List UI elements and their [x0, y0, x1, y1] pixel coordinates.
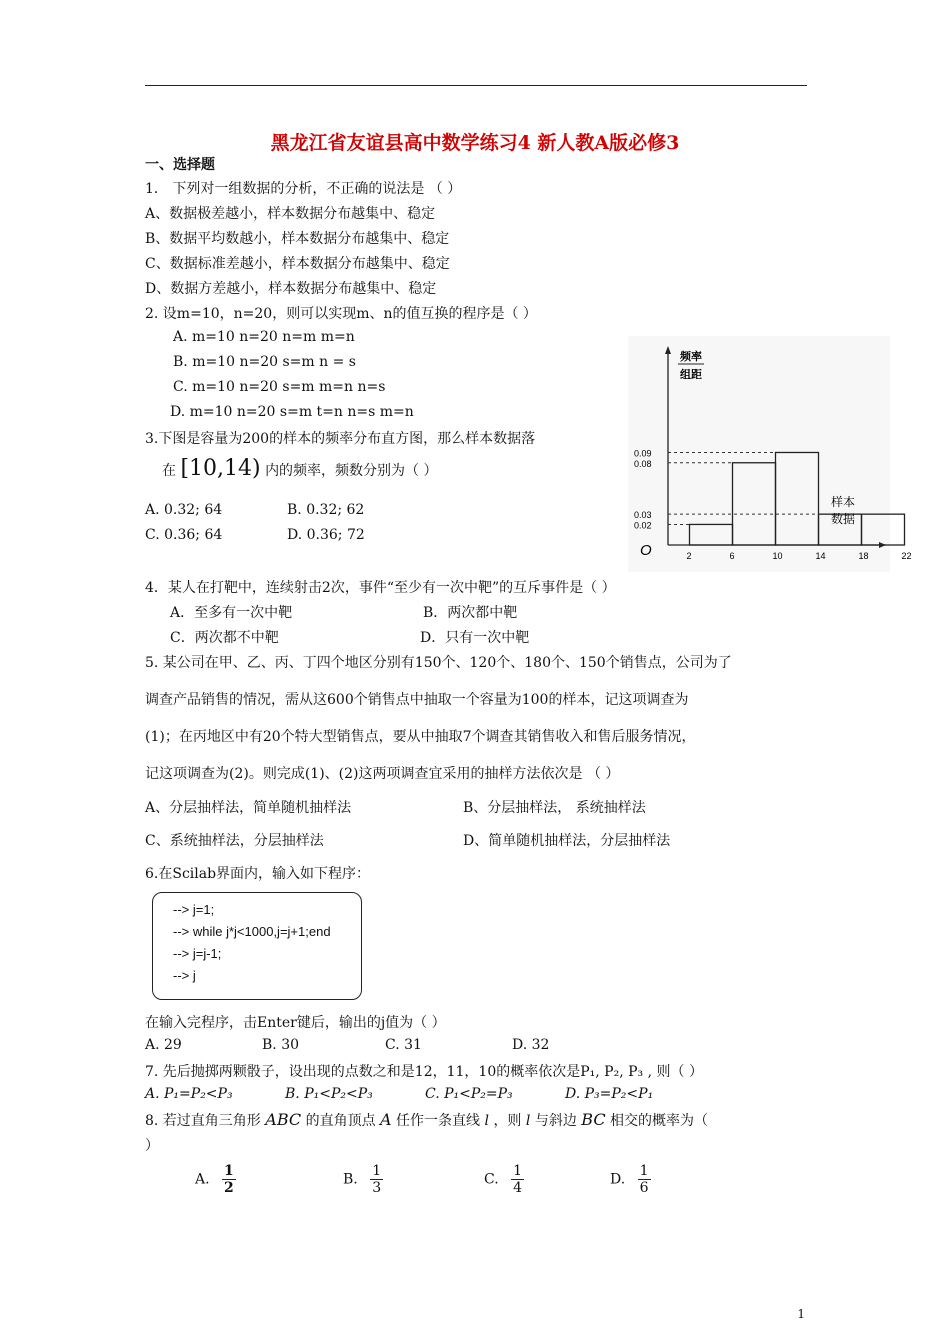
- q8-triangle-abc: ABC: [265, 1110, 302, 1129]
- q7-option-b: B. P₁<P₂<P₃: [285, 1086, 373, 1102]
- q8-option-d-label: D.: [610, 1171, 626, 1188]
- q8-hypotenuse-bc: BC: [581, 1110, 606, 1129]
- q2-option-b: B. m=10 n=20 s=m n = s: [173, 354, 356, 370]
- q4-option-a: A．至多有一次中靶: [170, 605, 293, 621]
- q8-line-l-again: l: [525, 1113, 531, 1129]
- q6-option-a: A. 29: [145, 1037, 182, 1053]
- q8-option-b: [343, 1163, 383, 1196]
- q4-stem: 4．某人在打靶中，连续射击2次，事件“至少有一次中靶”的互斥事件是（ ）: [145, 580, 616, 596]
- q5-line3: (1)；在丙地区中有20个特大型销售点，要从中抽取7个调查其销售收入和售后服务情况，: [145, 729, 696, 745]
- q6-option-b: B. 30: [262, 1037, 300, 1053]
- q8-option-d-numerator: 1: [639, 1163, 649, 1179]
- q7-option-a: A. P₁=P₂<P₃: [145, 1086, 233, 1102]
- q8-stem-part3: 任作一条直线: [396, 1113, 481, 1129]
- y-label-bottom: 组距: [680, 369, 702, 381]
- q5-option-a: A、分层抽样法，简单随机抽样法: [145, 800, 352, 816]
- q1-option-b: B、数据平均数越小，样本数据分布越集中、稳定: [145, 231, 450, 247]
- q8-option-d-denominator: 6: [639, 1180, 649, 1196]
- q5-line2: 调查产品销售的情况，需从这600个销售点中抽取一个容量为100的样本，记这项调查为: [145, 692, 689, 708]
- origin-label: O: [640, 542, 652, 559]
- q8-option-a-denominator: 2: [224, 1180, 234, 1196]
- page-title: 黑龙江省友谊县高中数学练习4 新人教A版必修3: [270, 132, 680, 154]
- q8-vertex-a: A: [380, 1110, 392, 1129]
- q6-option-d: D. 32: [512, 1037, 550, 1053]
- q3-option-b: B. 0.32; 62: [287, 502, 365, 518]
- code-line-4: --> j: [173, 968, 196, 983]
- q4-option-b: B．两次都中靶: [423, 605, 518, 621]
- q7-option-d: D. P₃=P₂<P₁: [565, 1086, 654, 1102]
- q8-option-b-label: B.: [343, 1171, 358, 1188]
- q6-stem: 6.在Scilab界面内，输入如下程序：: [145, 866, 371, 882]
- q8-option-c-denominator: 4: [513, 1180, 523, 1196]
- y-tick-label: 0.08: [634, 458, 652, 469]
- q5-option-c: C、系统抽样法，分层抽样法: [145, 833, 324, 849]
- q8-stem-part2: 的直角顶点: [305, 1113, 376, 1129]
- q5-line1: 5. 某公司在甲、乙、丙、丁四个地区分别有150个、120个、180个、150个销售点，公司为了: [145, 655, 732, 671]
- x-tick-label: 14: [815, 551, 826, 561]
- q6-option-c: C. 31: [385, 1037, 422, 1053]
- q8-stem-part6: 相交的概率为（: [610, 1113, 709, 1129]
- x-tick-label: 6: [729, 551, 735, 561]
- q6-after: 在输入完程序，击Enter键后，输出的j值为（ ）: [145, 1015, 446, 1031]
- q8-stem-part4: ，则: [493, 1113, 522, 1129]
- y-tick-label: 0.02: [634, 520, 652, 531]
- q1-stem: 1． 下列对一组数据的分析，不正确的说法是 （ ）: [145, 181, 462, 197]
- x-tick-label: 18: [858, 551, 869, 561]
- q8-option-a-numerator: 1: [224, 1163, 234, 1179]
- q5-option-b: B、分层抽样法， 系统抽样法: [463, 800, 646, 816]
- q8-stem-part5: 与斜边: [534, 1113, 577, 1129]
- q2-option-a: A. m=10 n=20 n=m m=n: [173, 329, 355, 345]
- code-line-2: --> while j*j<1000,j=j+1;end: [173, 924, 331, 939]
- y-tick-label: 0.09: [634, 448, 652, 459]
- q3-stem-line2-prefix: 在: [162, 463, 176, 479]
- q8-stem: [145, 1110, 708, 1130]
- q2-option-c: C. m=10 n=20 s=m m=n n=s: [173, 379, 386, 395]
- q3-stem-line2: [162, 456, 438, 481]
- q8-option-a-label: A.: [195, 1171, 210, 1188]
- q8-option-a: [195, 1163, 236, 1196]
- q3-option-a: A. 0.32; 64: [145, 502, 223, 518]
- q8-option-b-numerator: 1: [372, 1163, 382, 1179]
- x-tick-label: 22: [901, 551, 912, 561]
- q3-stem-line2-suffix: 内的频率，频数分别为（ ）: [265, 463, 438, 479]
- q1-option-c: C、数据标准差越小，样本数据分布越集中、稳定: [145, 256, 450, 272]
- q8-option-c-numerator: 1: [513, 1163, 523, 1179]
- q4-option-d: D．只有一次中靶: [420, 630, 530, 646]
- code-line-1: --> j=1;: [173, 902, 215, 917]
- q7-stem: 7. 先后抛掷两颗骰子，设出现的点数之和是12，11，10的概率依次是P₁, P₂, P₃ , 则（ ）: [145, 1064, 703, 1080]
- q3-stem-line1: 3.下图是容量为200的样本的频率分布直方图，那么样本数据落: [145, 431, 536, 447]
- section-heading: 一、选择题: [145, 157, 215, 173]
- q8-option-d: [610, 1163, 651, 1196]
- q8-line-l: l: [484, 1113, 489, 1129]
- x-tick-label: 10: [772, 551, 783, 561]
- y-tick-label: 0.03: [634, 510, 652, 521]
- q8-close-paren: ）: [145, 1138, 159, 1154]
- page-number: 1: [797, 1307, 805, 1321]
- frequency-histogram: [628, 336, 912, 572]
- q2-option-d: D. m=10 n=20 s=m t=n n=s m=n: [170, 404, 414, 420]
- scilab-code-box: [152, 892, 362, 1000]
- x-label-top: 样本: [831, 495, 856, 509]
- code-line-3: --> j=j-1;: [173, 946, 222, 961]
- q8-stem-part1: 8. 若过直角三角形: [145, 1113, 261, 1129]
- q2-stem: 2. 设m=10，n=20，则可以实现m、n的值互换的程序是（ ）: [145, 306, 537, 322]
- q7-option-c: C. P₁<P₂=P₃: [425, 1086, 513, 1102]
- q3-option-c: C. 0.36; 64: [145, 527, 223, 543]
- q1-option-a: A、数据极差越小，样本数据分布越集中、稳定: [145, 206, 436, 222]
- q5-option-d: D、简单随机抽样法，分层抽样法: [463, 833, 671, 849]
- header-rule: [145, 85, 807, 86]
- q1-option-d: D、数据方差越小，样本数据分布越集中、稳定: [145, 281, 437, 297]
- q8-option-b-denominator: 3: [372, 1180, 382, 1196]
- q3-option-d: D. 0.36; 72: [287, 527, 365, 543]
- q3-interval: [10,14): [180, 456, 261, 481]
- q8-option-c: [484, 1163, 524, 1196]
- x-tick-label: 2: [686, 551, 692, 561]
- q8-option-c-label: C.: [484, 1171, 499, 1188]
- x-label-bottom: 数据: [831, 512, 856, 526]
- y-label-top: 频率: [680, 351, 702, 363]
- q5-line4: 记这项调查为(2)。则完成(1)、(2)这两项调查宜采用的抽样方法依次是 （ ）: [145, 766, 620, 782]
- q4-option-c: C．两次都不中靶: [170, 630, 279, 646]
